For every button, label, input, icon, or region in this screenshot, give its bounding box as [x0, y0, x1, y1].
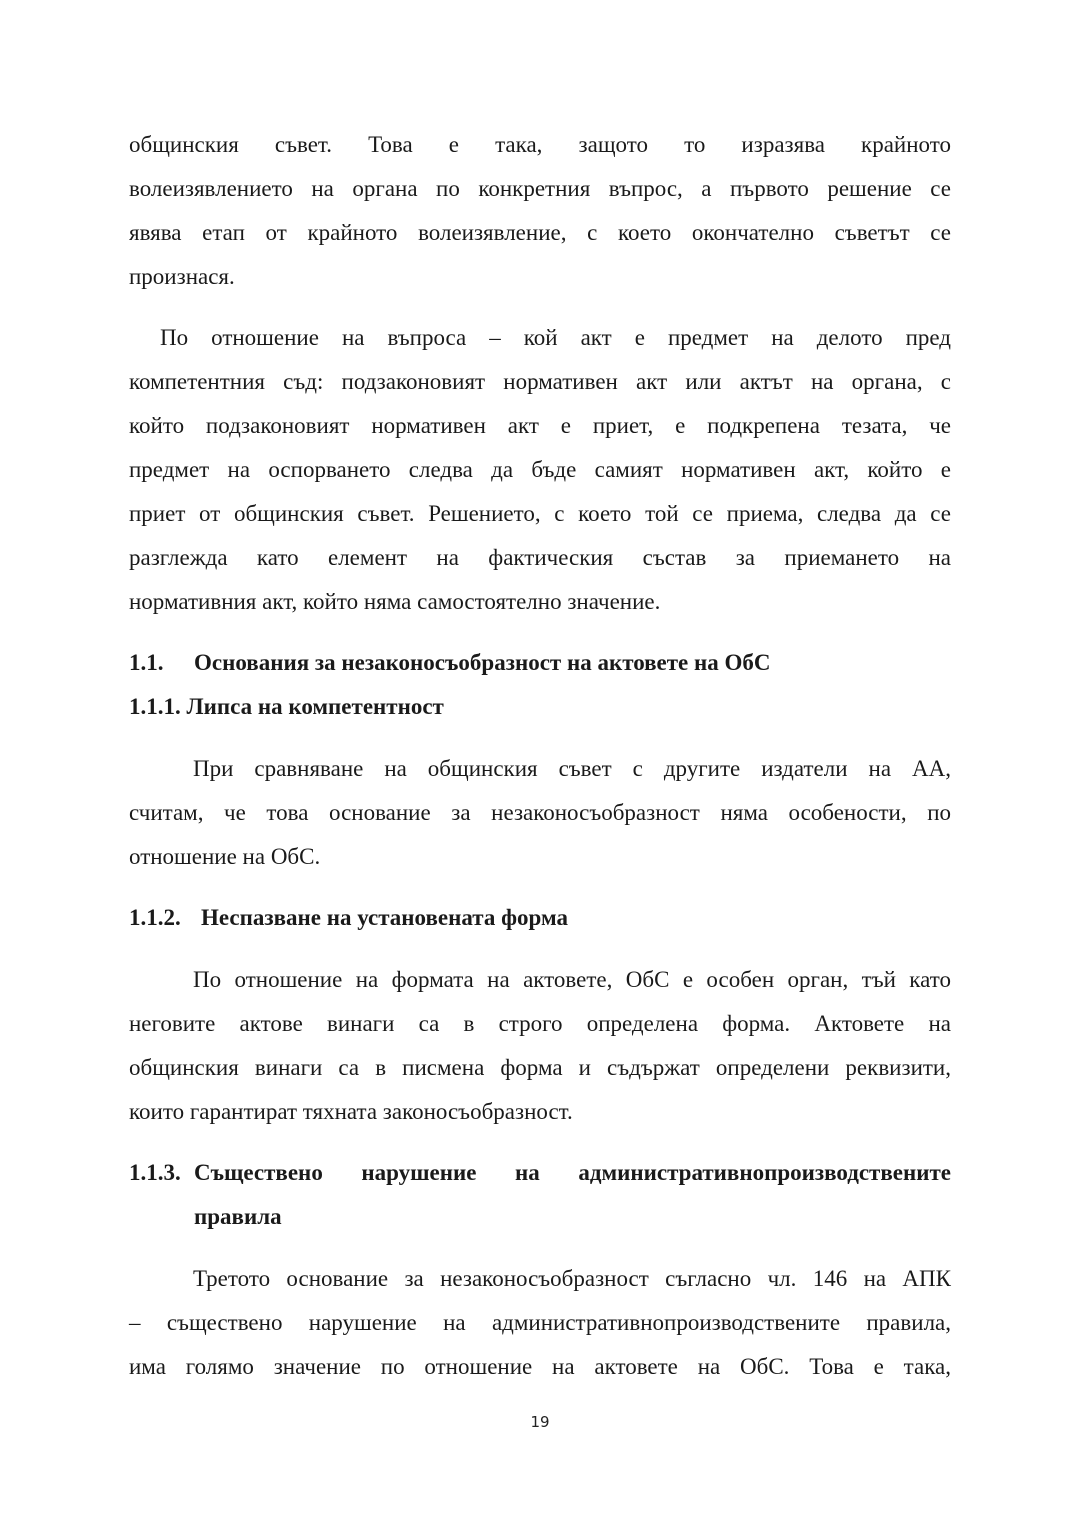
paragraph-4-line-1: По отношение на формата на актовете, ОбС е особен орган, тъй като	[193, 967, 951, 992]
section-heading-1-1-1	[129, 692, 951, 722]
paragraph-1-line-1: общинския съвет. Това е така, защото то изразява крайното	[129, 132, 951, 157]
paragraph-1-line-4: произнася.	[129, 264, 235, 289]
paragraph-2-line-4: предмет на оспорването следва да бъде самият нормативен акт, който е	[129, 457, 951, 482]
section-heading-1-1	[129, 648, 951, 678]
paragraph-1-line-2: волеизявлението на органа по конкретния въпрос, а първото решение се	[129, 176, 951, 201]
heading-text: Основания за незаконосъобразност на актовете на ОбС	[194, 650, 771, 675]
paragraph-3-line-3: отношение на ОбС.	[129, 844, 321, 869]
paragraph-2-line-5: приет от общинския съвет. Решението, с което той се приема, следва да се	[129, 501, 951, 526]
paragraph-4-line-2: неговите актове винаги са в строго определена форма. Актовете на	[129, 1011, 951, 1036]
paragraph-2-line-2: компетентния съд: подзаконовият нормативен акт или актът на органа, с	[129, 369, 951, 394]
paragraph-5-line-1: Третото основание за незаконосъобразност съгласно чл. 146 на АПК	[193, 1266, 951, 1291]
heading-text: Неспазване на установената форма	[201, 905, 568, 930]
heading-number: 1.1.	[129, 650, 164, 675]
paragraph-5-line-2: – съществено нарушение на административнопроизводствените правила,	[129, 1310, 951, 1335]
heading-number: 1.1.2.	[129, 905, 181, 930]
heading-number: 1.1.1.	[129, 694, 181, 719]
heading-text-line-2: правила	[194, 1204, 282, 1229]
paragraph-5-line-3: има голямо значение по отношение на актовете на ОбС. Това е така,	[129, 1354, 951, 1379]
paragraph-2-line-1: По отношение на въпроса – кой акт е предмет на делото пред	[160, 325, 951, 350]
page-number: 19	[530, 1413, 550, 1431]
paragraph-2-line-3: който подзаконовият нормативен акт е приет, е подкрепена тезата, че	[129, 413, 951, 438]
section-heading-1-1-2	[129, 903, 951, 933]
paragraph-4-line-3: общинския винаги са в писмена форма и съдържат определени реквизити,	[129, 1055, 951, 1080]
heading-text: Липса на компетентност	[186, 694, 444, 719]
paragraph-2-line-6: разглежда като елемент на фактическия състав за приемането на	[129, 545, 951, 570]
heading-text-line-1: Съществено нарушение на административнопроизводствените	[194, 1160, 951, 1185]
paragraph-3-line-2: считам, че това основание за незаконосъобразност няма особености, по	[129, 800, 951, 825]
paragraph-3-line-1: При сравняване на общинския съвет с другите издатели на АА,	[193, 756, 951, 781]
paragraph-2-line-7: нормативния акт, който няма самостоятелно значение.	[129, 589, 661, 614]
paragraph-1-line-3: явява етап от крайното волеизявление, с което окончателно съветът се	[129, 220, 951, 245]
heading-number: 1.1.3.	[129, 1160, 181, 1185]
paragraph-4-line-4: които гарантират тяхната законосъобразност.	[129, 1099, 573, 1124]
section-heading-1-1-3	[129, 1158, 951, 1188]
